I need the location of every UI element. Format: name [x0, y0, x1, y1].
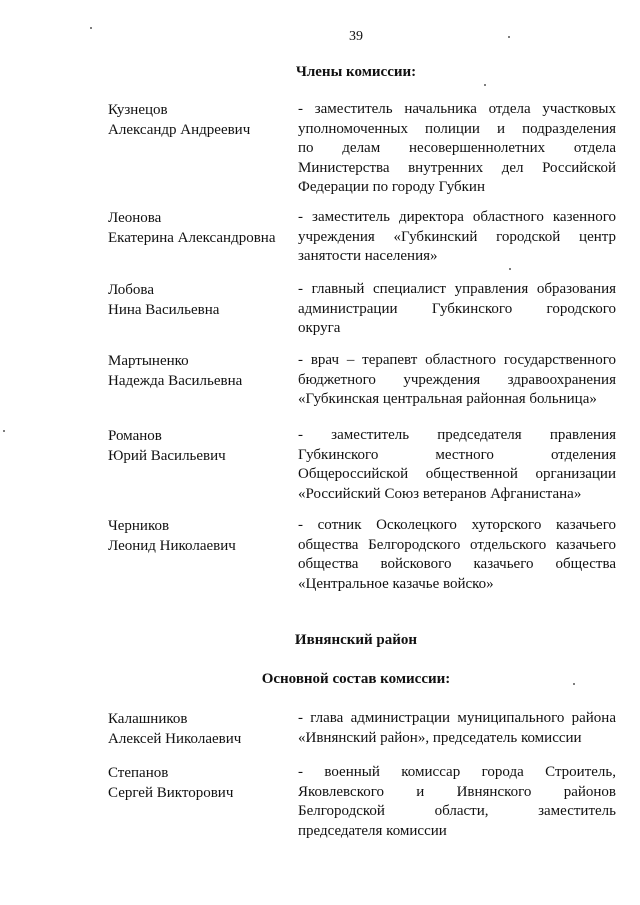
role-line: Белгородской области, заместитель — [298, 803, 616, 819]
member-role — [298, 709, 616, 748]
district-heading: Ивнянский район — [294, 632, 418, 648]
member-surname: Лобова — [108, 282, 154, 298]
member-surname: Степанов — [108, 765, 169, 781]
member-name — [108, 351, 293, 391]
role-line: «Ивнянский район», председатель комиссии — [298, 729, 582, 746]
heading-members: Члены комиссии: — [295, 64, 417, 80]
role-line: Яковлевского и Ивнянского районов — [298, 783, 616, 800]
role-line: занятости населения» — [298, 248, 438, 264]
member-role — [298, 280, 616, 339]
member-name — [108, 280, 293, 320]
role-line: уполномоченных полиции и подразделения — [298, 120, 616, 137]
scan-speck — [484, 84, 486, 86]
member-name — [108, 763, 293, 803]
member-role — [298, 763, 616, 841]
role-line: учреждения «Губкинский городской центр — [298, 228, 616, 245]
scan-speck — [3, 430, 5, 432]
scan-speck — [90, 27, 92, 29]
scan-speck — [508, 36, 510, 38]
role-line: по делам несовершеннолетних отдела — [298, 140, 616, 156]
member-name — [108, 426, 293, 466]
member-name — [108, 208, 293, 248]
member-role — [298, 208, 616, 267]
role-line: председателя комиссии — [298, 822, 447, 839]
role-line: - глава администрации муниципального района — [298, 710, 616, 726]
member-role — [298, 100, 616, 198]
heading-main-composition: Основной состав комиссии: — [261, 671, 451, 687]
member-surname: Леонова — [108, 210, 162, 226]
member-surname: Черников — [108, 518, 170, 534]
member-given-name: Алексей Николаевич — [108, 731, 242, 747]
role-line: - заместитель начальника отдела участковых — [298, 101, 616, 117]
role-line: - врач – терапевт областного государственного — [298, 352, 616, 368]
member-surname: Кузнецов — [108, 102, 168, 118]
page-number: 39 — [349, 29, 363, 44]
member-surname: Калашников — [108, 711, 188, 727]
role-line: общества войскового казачьего общества — [298, 556, 616, 572]
role-line: - военный комиссар города Строитель, — [298, 764, 616, 780]
role-line: - главный специалист управления образования — [298, 281, 616, 297]
member-role — [298, 426, 616, 504]
role-line: общества Белгородского отдельского казачьего — [298, 536, 616, 553]
member-role — [298, 351, 616, 410]
member-given-name: Александр Андреевич — [108, 122, 251, 138]
role-line: «Российский Союз ветеранов Афганистана» — [298, 485, 582, 502]
role-line: - заместитель директора областного казенного — [298, 209, 616, 225]
role-line: Министерства внутренних дел Российской — [298, 159, 616, 176]
member-given-name: Екатерина Александровна — [108, 230, 276, 246]
role-line: администрации Губкинского городского — [298, 300, 616, 317]
role-line: «Центральное казачье войско» — [298, 575, 494, 592]
role-line: округа — [298, 320, 341, 336]
role-line: Губкинского местного отделения — [298, 446, 616, 463]
member-given-name: Леонид Николаевич — [108, 538, 236, 554]
role-line: - заместитель председателя правления — [298, 427, 616, 443]
member-given-name: Нина Васильевна — [108, 302, 220, 318]
member-given-name: Надежда Васильевна — [108, 373, 243, 389]
role-line: Федерации по городу Губкин — [298, 179, 485, 195]
role-line: - сотник Осколецкого хуторского казачьего — [298, 517, 616, 533]
role-line: «Губкинская центральная районная больница» — [298, 391, 597, 407]
member-given-name: Сергей Викторович — [108, 785, 234, 801]
member-name — [108, 516, 293, 556]
member-role — [298, 516, 616, 594]
member-surname: Романов — [108, 428, 162, 444]
role-line: бюджетного учреждения здравоохранения — [298, 371, 616, 388]
member-surname: Мартыненко — [108, 353, 189, 369]
scan-speck — [509, 268, 511, 270]
member-name — [108, 709, 293, 749]
role-line: Общероссийской общественной организации — [298, 466, 616, 482]
member-name — [108, 100, 293, 140]
scan-speck — [573, 683, 575, 685]
member-given-name: Юрий Васильевич — [108, 448, 226, 464]
